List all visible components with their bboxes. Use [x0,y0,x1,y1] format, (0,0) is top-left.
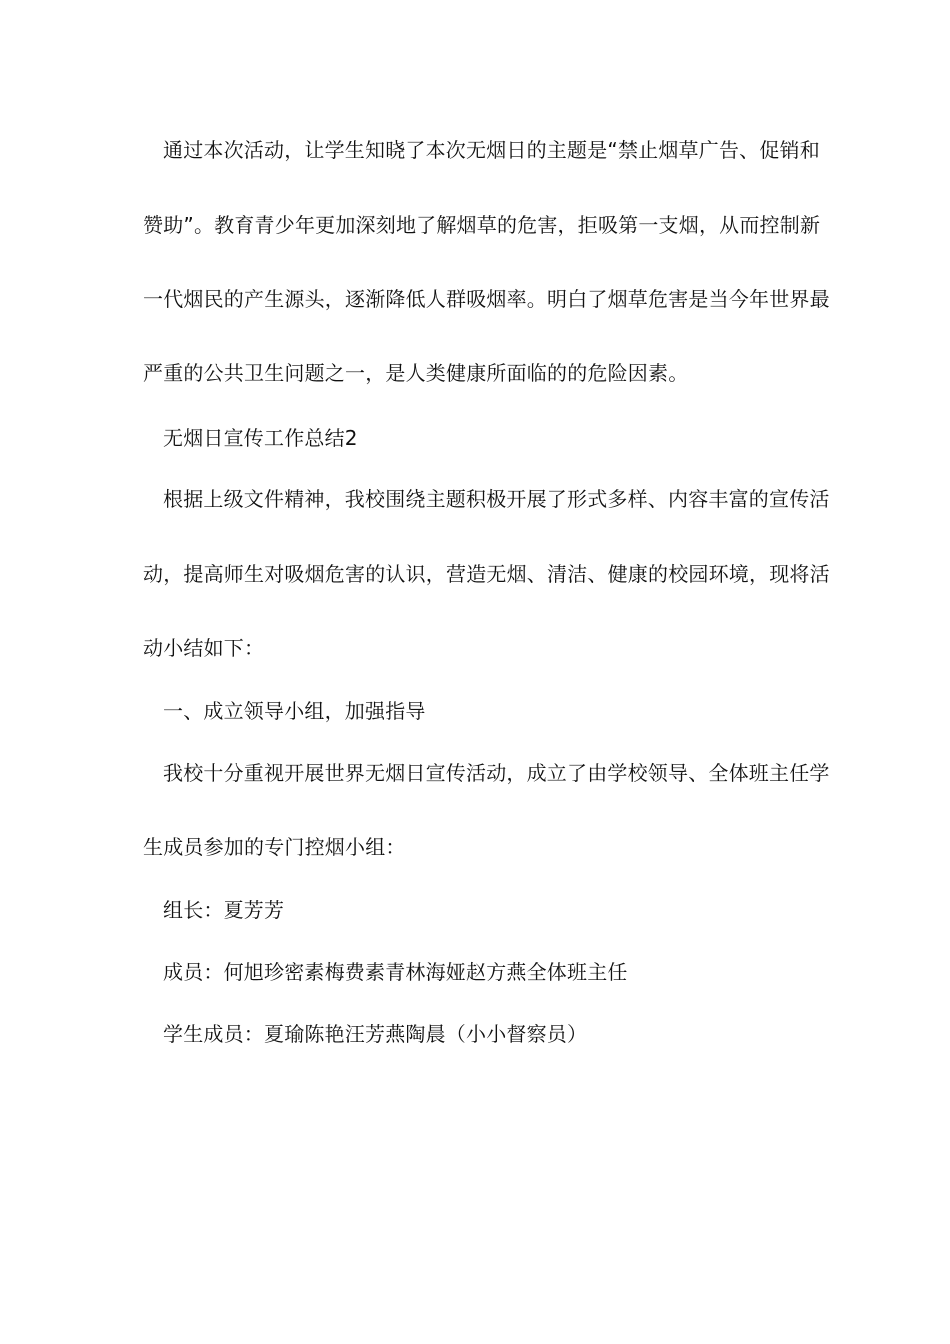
paragraph-2-line-2: 动，提高师生对吸烟危害的认识，营造无烟、清洁、健康的校园环境，现将活 [143,562,830,586]
paragraph-2-line-1: 根据上级文件精神，我校围绕主题积极开展了形式多样、内容丰富的宣传活 [163,487,830,511]
paragraph-3-line-1: 我校十分重视开展世界无烟日宣传活动，成立了由学校领导、全体班主任学 [163,761,830,785]
group-leader-line: 组长：夏芳芳 [163,898,285,922]
paragraph-3-line-2: 生成员参加的专门控烟小组： [143,835,406,859]
paragraph-1-line-2: 赞助”。教育青少年更加深刻地了解烟草的危害，拒吸第一支烟，从而控制新 [143,213,821,237]
paragraph-2-line-3: 动小结如下： [143,636,265,660]
student-members-line: 学生成员：夏瑜陈艳汪芳燕陶晨（小小督察员） [163,1022,588,1046]
members-line: 成员：何旭珍密素梅费素青林海娅赵方燕全体班主任 [163,960,628,984]
subheading-leadership-group: 一、成立领导小组，加强指导 [163,699,426,723]
paragraph-1-line-1: 通过本次活动，让学生知晓了本次无烟日的主题是“禁止烟草广告、促销和 [163,138,820,162]
paragraph-1-line-4: 严重的公共卫生问题之一，是人类健康所面临的的危险因素。 [143,361,689,385]
section-title: 无烟日宣传工作总结2 [163,426,358,450]
paragraph-1-line-3: 一代烟民的产生源头，逐渐降低人群吸烟率。明白了烟草危害是当今年世界最 [143,287,830,311]
